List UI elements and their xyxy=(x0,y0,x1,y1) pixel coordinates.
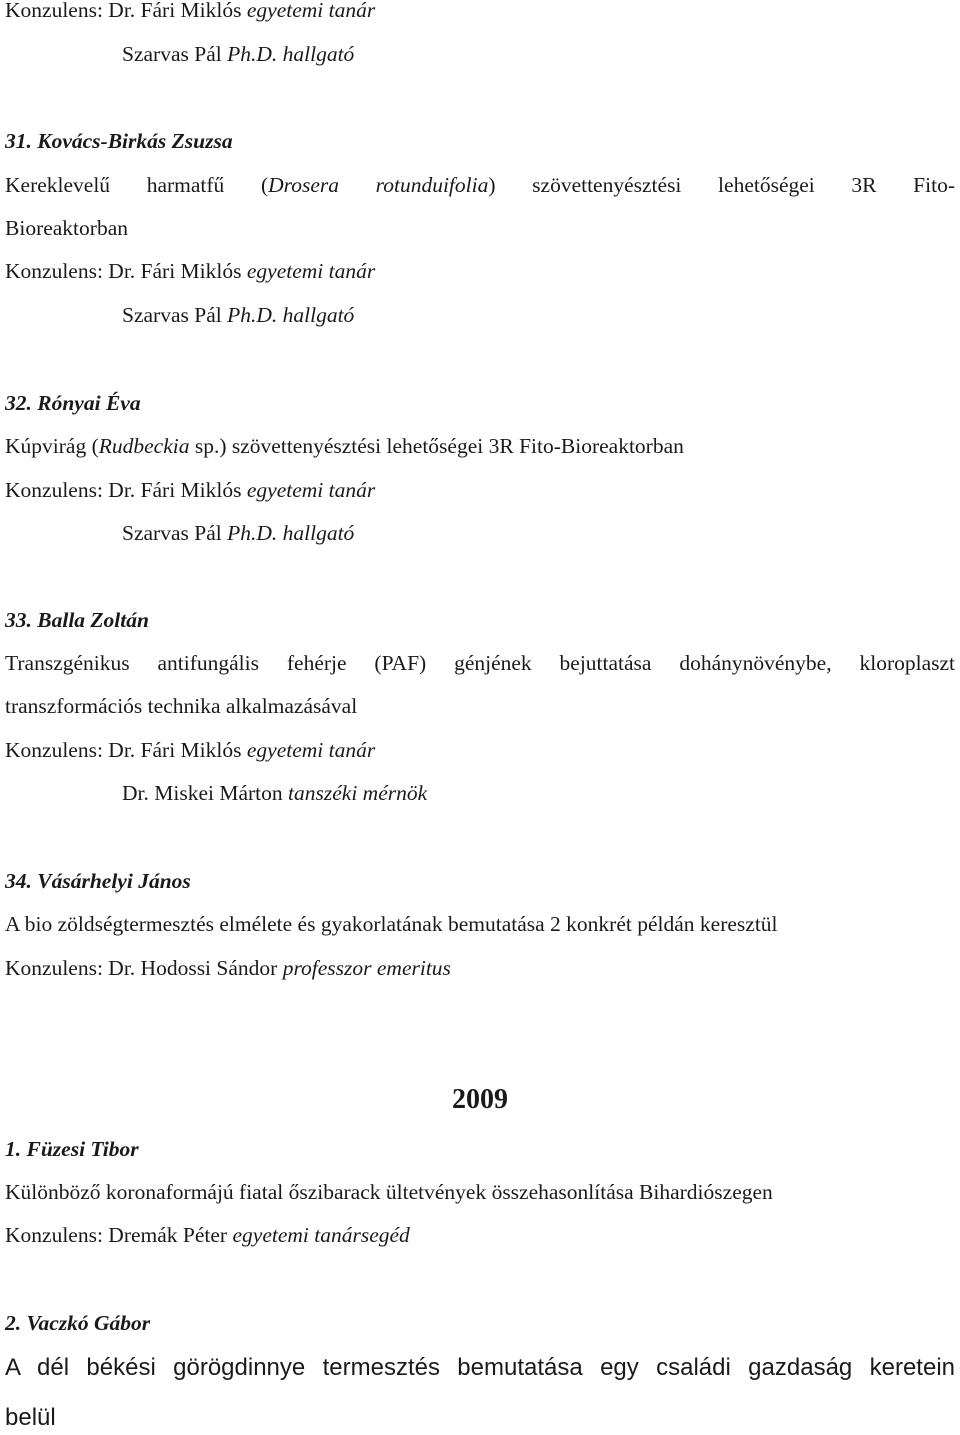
consultant-name: Szarvas Pál xyxy=(122,521,228,545)
consultant-line xyxy=(5,954,451,982)
thesis-title-part: Kereklevelű harmatfű ( xyxy=(5,173,269,197)
consultant-role: professzor emeritus xyxy=(282,956,451,980)
consultant-role: Ph.D. hallgató xyxy=(227,303,355,327)
thesis-title xyxy=(5,171,955,199)
consultant-name: Konzulens: Dr. Fári Miklós xyxy=(5,478,247,502)
consultant-name: Konzulens: Dr. Fári Miklós xyxy=(5,738,247,762)
consultant-role: egyetemi tanár xyxy=(246,0,376,22)
consultant-role: egyetemi tanár xyxy=(246,478,376,502)
entry-heading xyxy=(5,1135,139,1163)
entry-number: 33. xyxy=(5,608,32,632)
consultant-role: egyetemi tanársegéd xyxy=(232,1223,410,1247)
consultant-line xyxy=(5,1221,410,1249)
student-name: Rónyai Éva xyxy=(37,391,141,415)
thesis-title: A bio zöldségtermesztés elmélete és gyakorlatának bemutatása 2 konkrét példán keresztül xyxy=(5,912,778,936)
thesis-title: belül xyxy=(5,1404,56,1431)
entry-number: 31. xyxy=(5,129,32,153)
student-name: Vaczkó Gábor xyxy=(26,1311,151,1335)
consultant-role: egyetemi tanár xyxy=(246,259,376,283)
entry-heading xyxy=(5,1309,150,1337)
entry-number: 34. xyxy=(5,869,32,893)
thesis-title-part: ) szövettenyésztési lehetőségei 3R Fito- xyxy=(488,173,955,197)
species-name: Rudbeckia xyxy=(98,434,190,458)
consultant-role: egyetemi tanár xyxy=(246,738,376,762)
thesis-title-part: sp.) szövettenyésztési lehetőségei 3R Fito-Bioreaktorban xyxy=(189,434,684,458)
thesis-title: A dél békési görögdinnye termesztés bemutatása egy családi gazdaság keretein xyxy=(5,1354,955,1381)
year-heading: 2009 xyxy=(452,1084,508,1115)
consultant-name: Konzulens: Dr. Fári Miklós xyxy=(5,259,247,283)
consultant-role: tanszéki mérnök xyxy=(288,781,428,805)
student-name: Balla Zoltán xyxy=(37,608,149,632)
consultant-name: Konzulens: Dr. Hodossi Sándor xyxy=(5,956,283,980)
consultant-line xyxy=(122,40,354,68)
consultant-name: Konzulens: Dremák Péter xyxy=(5,1223,233,1247)
consultant-line xyxy=(5,0,375,24)
entry-number: 1. xyxy=(5,1137,22,1161)
consultant-line xyxy=(5,476,375,504)
consultant-name: Szarvas Pál xyxy=(122,303,228,327)
thesis-title-part: Kúpvirág ( xyxy=(5,434,99,458)
student-name: Kovács-Birkás Zsuzsa xyxy=(37,129,233,153)
consultant-name: Szarvas Pál xyxy=(122,42,228,66)
student-name: Vásárhelyi János xyxy=(37,869,191,893)
thesis-title: Bioreaktorban xyxy=(5,216,128,240)
entry-number: 2. xyxy=(5,1311,22,1335)
entry-heading xyxy=(5,389,141,417)
consultant-role: Ph.D. hallgató xyxy=(227,521,355,545)
consultant-line xyxy=(122,519,354,547)
thesis-title xyxy=(5,432,684,460)
consultant-line xyxy=(122,779,427,807)
entry-heading xyxy=(5,867,191,895)
consultant-name: Dr. Miskei Márton xyxy=(122,781,289,805)
species-name: Drosera rotunduifolia xyxy=(268,173,489,197)
entry-heading xyxy=(5,127,233,155)
consultant-line xyxy=(122,301,354,329)
entry-number: 32. xyxy=(5,391,32,415)
student-name: Füzesi Tibor xyxy=(26,1137,139,1161)
entry-heading xyxy=(5,606,149,634)
consultant-name: Konzulens: Dr. Fári Miklós xyxy=(5,0,247,22)
thesis-title: transzformációs technika alkalmazásával xyxy=(5,694,358,718)
consultant-line xyxy=(5,257,375,285)
thesis-title: Transzgénikus antifungális fehérje (PAF) génjének bejuttatása dohánynövénybe, kloroplaszt xyxy=(5,651,955,675)
consultant-line xyxy=(5,736,375,764)
thesis-title: Különböző koronaformájú fiatal őszibarack ültetvények összehasonlítása Bihardiószegen xyxy=(5,1180,773,1204)
consultant-role: Ph.D. hallgató xyxy=(227,42,355,66)
